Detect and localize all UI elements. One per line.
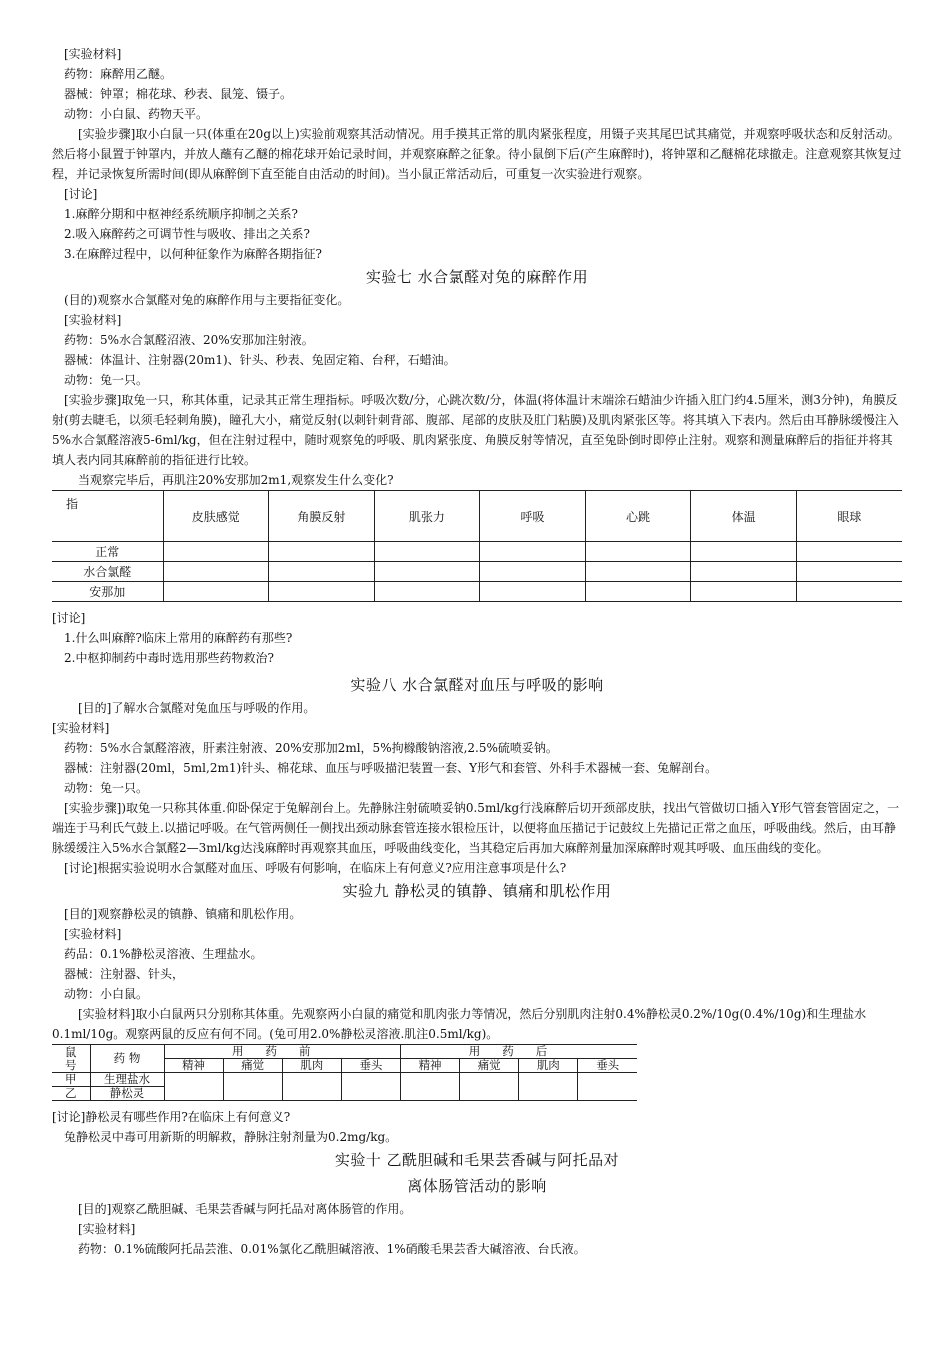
sub-header-cell: 垂头 — [341, 1059, 400, 1073]
table-header-cell: 皮肤感觉 — [163, 491, 269, 542]
section-title: 实验十 乙酰胆碱和毛果芸香碱与阿托品对 — [334, 1151, 620, 1169]
equipment-line: 器械：注射器(20ml，5ml,2m1)针头、棉花球、血压与呼吸描汜装置一套、Y形气和套管、外科手术器械一套、兔解剖台。 — [64, 761, 718, 775]
materials-heading: [实验材料] — [78, 1222, 136, 1236]
reaction-table — [52, 1044, 637, 1101]
note-line: 兔静松灵中毒可用新斯的明解救，静脉注射剂量为0.2mg/kg。 — [64, 1130, 398, 1144]
after-note: 当观察完毕后，再肌注20%安那加2m1,观察发生什么变化? — [78, 473, 394, 487]
discussion-question: 2.中枢抑制药中毒时选用那些药物救治? — [64, 651, 274, 665]
table-cell — [163, 582, 269, 602]
table-header-row — [52, 491, 902, 542]
discussion-line: [讨论]根据实验说明水合氯醛对血压、呼吸有何影响，在临床上有何意义?应用注意事项是什么? — [64, 861, 567, 875]
table-cell — [796, 582, 902, 602]
section-title: 实验八 水合氯醛对血压与呼吸的影响 — [350, 676, 604, 694]
table-row — [52, 582, 902, 602]
table-cell — [374, 542, 480, 562]
animals-line: 动物：小白鼠、药物天平。 — [64, 107, 209, 121]
table-corner-cell: 指 — [52, 491, 163, 542]
equipment-line: 器械：体温计、注射器(20m1)、针头、秒表、兔固定箱、台秤，石蜡油。 — [64, 353, 456, 367]
table-cell — [691, 542, 797, 562]
sub-header-cell: 精神 — [164, 1059, 223, 1073]
drugs-line: 药物：5%水合氯醛沼液、20%安那加注射液。 — [64, 333, 314, 347]
row-label: 水合氯醛 — [52, 562, 163, 582]
discussion-heading: [讨论] — [64, 187, 98, 201]
drugs-line: 药物：5%水合氯醛溶液，肝素注射液、20%安那加2ml，5%拘橼酸钠溶液,2.5%硫喷妥钠。 — [64, 741, 558, 755]
table-cell — [341, 1073, 400, 1101]
equipment-line: 器械：钟罩；棉花球、秒表、鼠笼、镊子。 — [64, 87, 293, 101]
table-cell — [374, 562, 480, 582]
materials-heading: [实验材料] — [64, 313, 122, 327]
drugs-line: 药物：麻醉用乙醚。 — [64, 67, 173, 81]
table-header-row — [52, 1045, 637, 1059]
sub-header-cell: 痛觉 — [460, 1059, 519, 1073]
table-cell — [163, 562, 269, 582]
section-title-continued: 离体肠管活动的影响 — [407, 1177, 547, 1195]
table-cell — [269, 562, 375, 582]
sub-header-cell: 垂头 — [578, 1059, 637, 1073]
purpose-line: (目的)观察水合氯醛对兔的麻醉作用与主要指征变化。 — [64, 293, 350, 307]
table-cell — [585, 562, 691, 582]
steps-paragraph: [实验材料]取小白鼠两只分别称其体重。先观察两小白鼠的痛觉和肌肉张力等情况，然后分别肌肉注射0.4%静松灵0.2%/10g(0.4%/10g)和生理盐水0.1ml/10g。观察两鼠的反应有何不同。(兔可用2.0%静松灵溶液.肌注0.5ml/kg)。 — [52, 1007, 867, 1041]
table-cell — [585, 582, 691, 602]
row-label: 正常 — [52, 542, 163, 562]
table-header-cell: 呼吸 — [480, 491, 586, 542]
table-cell — [691, 562, 797, 582]
table-cell — [578, 1073, 637, 1101]
document-page — [52, 44, 902, 1259]
animals-line: 动物：兔一只。 — [64, 373, 149, 387]
table-cell — [164, 1073, 223, 1101]
table-cell — [401, 1073, 460, 1101]
purpose-line: [目的]观察静松灵的镇静、镇痛和肌松作用。 — [64, 907, 302, 921]
discussion-line: [讨论]静松灵有哪些作用?在临床上有何意义? — [52, 1110, 291, 1124]
rat-drug: 静松灵 — [90, 1087, 164, 1101]
table-cell — [460, 1073, 519, 1101]
table-cell — [480, 542, 586, 562]
animals-line: 动物：兔一只。 — [64, 781, 149, 795]
table-header-cell: 心跳 — [585, 491, 691, 542]
animals-line: 动物：小白鼠。 — [64, 987, 149, 1001]
table-cell — [519, 1073, 578, 1101]
steps-paragraph: [实验步骤]取兔一只，称其体重，记录其正常生理指标。呼吸次数/分，心跳次数/分，体温(将体温计末端涂石蜡油少许插入肛门约4.5厘米，测3分钟)，角膜反射(剪去睫毛，以须毛轻刺角膜)，瞳孔大小，痛觉反射(以刺针刺背部、腹部、尾部的皮肤及肛门粘膜)及肌肉紧张区等。将其填入下表内。然后由耳静脉缓慢注入5%水合氯醛溶液5-6ml/kg，但在注射过程中，随时观察兔的呼吸、肌肉紧张度、角膜反射等情况，直至兔卧倒时即停止注射。观察和测量麻醉后的指征并将其填人表内同其麻醉前的指征进行比较。 — [52, 393, 899, 467]
table-cell — [691, 582, 797, 602]
purpose-line: [目的]了解水合氯醛对兔血压与呼吸的作用。 — [78, 701, 316, 715]
table-cell — [163, 542, 269, 562]
table-row — [52, 542, 902, 562]
sub-header-cell: 肌肉 — [282, 1059, 341, 1073]
table-header-cell: 肌张力 — [374, 491, 480, 542]
discussion-heading: [讨论] — [52, 611, 86, 625]
sub-header-cell: 痛觉 — [223, 1059, 282, 1073]
table-cell — [480, 562, 586, 582]
materials-heading: [实验材料] — [52, 721, 110, 735]
table-row — [52, 1073, 637, 1087]
table-cell — [269, 542, 375, 562]
rat-number-header — [52, 1045, 90, 1073]
section-title: 实验七 水合氯醛对兔的麻醉作用 — [365, 268, 589, 286]
table-header-cell: 体温 — [691, 491, 797, 542]
observation-table — [52, 490, 902, 602]
rat-drug: 生理盐水 — [90, 1073, 164, 1087]
table-cell — [269, 582, 375, 602]
after-header: 用药后 — [401, 1045, 638, 1059]
discussion-question: 2.吸入麻醉药之可调节性与吸收、排出之关系? — [64, 227, 310, 241]
drugs-line: 药品：0.1%静松灵溶液、生理盐水。 — [64, 947, 263, 961]
table-cell — [480, 582, 586, 602]
rat-id: 乙 — [52, 1087, 90, 1101]
materials-heading: [实验材料] — [64, 927, 122, 941]
sub-header-cell: 精神 — [401, 1059, 460, 1073]
table-cell — [796, 542, 902, 562]
table-header-cell: 眼球 — [796, 491, 902, 542]
discussion-question: 1.麻醉分期和中枢神经系统顺序抑制之关系? — [64, 207, 298, 221]
rat-label: 鼠 — [65, 1044, 77, 1059]
discussion-question: 1.什么叫麻醉?临床上常用的麻醉药有那些? — [64, 631, 293, 645]
table-cell — [585, 542, 691, 562]
table-cell — [374, 582, 480, 602]
number-label: 号 — [65, 1057, 77, 1072]
discussion-question: 3.在麻醉过程中，以何种征象作为麻醉各期指征? — [64, 247, 322, 261]
section-title: 实验九 静松灵的镇静、镇痛和肌松作用 — [342, 882, 612, 900]
table-header-cell: 角膜反射 — [269, 491, 375, 542]
materials-heading: [实验材料] — [64, 47, 122, 61]
table-row — [52, 562, 902, 582]
table-cell — [796, 562, 902, 582]
drugs-line: 药物：0.1%硫酸阿托品芸淮、0.01%氯化乙酰胆碱溶液、1%硝酸毛果芸香大碱溶液、台氏液。 — [78, 1242, 586, 1256]
table-cell — [282, 1073, 341, 1101]
equipment-line: 器械：注射器、针头， — [64, 967, 185, 981]
steps-paragraph: [实验步骤]取小白鼠一只(体重在20g以上)实验前观察其活动情况。用手摸其正常的肌肉紧张程度，用镊子夹其尾巴试其痛觉，并观察呼吸状态和反射活动。然后将小鼠置于钟罩内，并放人蘸有乙醚的棉花球开始记录时间，并观察麻醉之征象。待小鼠倒下后(产生麻醉时)，将钟罩和乙醚棉花球撤走。注意观察其恢复过程，并记录恢复所需时间(即从麻醉倒下直至能自由活动的时间)。当小鼠正常活动后，可重复一次实验进行观察。 — [52, 127, 902, 181]
table-cell — [223, 1073, 282, 1101]
purpose-line: [目的]观察乙酰胆碱、毛果芸香碱与阿托品对离体肠管的作用。 — [78, 1202, 412, 1216]
before-header: 用药前 — [164, 1045, 401, 1059]
row-label: 安那加 — [52, 582, 163, 602]
drug-header: 药 物 — [90, 1045, 164, 1073]
sub-header-cell: 肌肉 — [519, 1059, 578, 1073]
rat-id: 甲 — [52, 1073, 90, 1087]
steps-paragraph: [实验步骤])取兔一只称其体重.仰卧保定于兔解剖台上。先静脉注射硫喷妥钠0.5ml/kg行浅麻醉后切开颈部皮肤，找出气管做切口插入Y形气管套管固定之，一端连于马利氏气鼓上.以描记呼吸。在气管两侧任一侧找出颈动脉套管连接水银检压计，以便将血压描记于记鼓纹上先描记正常之血压，呼吸曲线。然后，由耳静脉缓缓注入5%水合氯醛2—3ml/kg达浅麻醉时再观察其血压，呼吸曲线变化，当其稳定后再加大麻醉剂量加深麻醉时观其呼吸、血压曲线的变化。 — [52, 801, 900, 855]
